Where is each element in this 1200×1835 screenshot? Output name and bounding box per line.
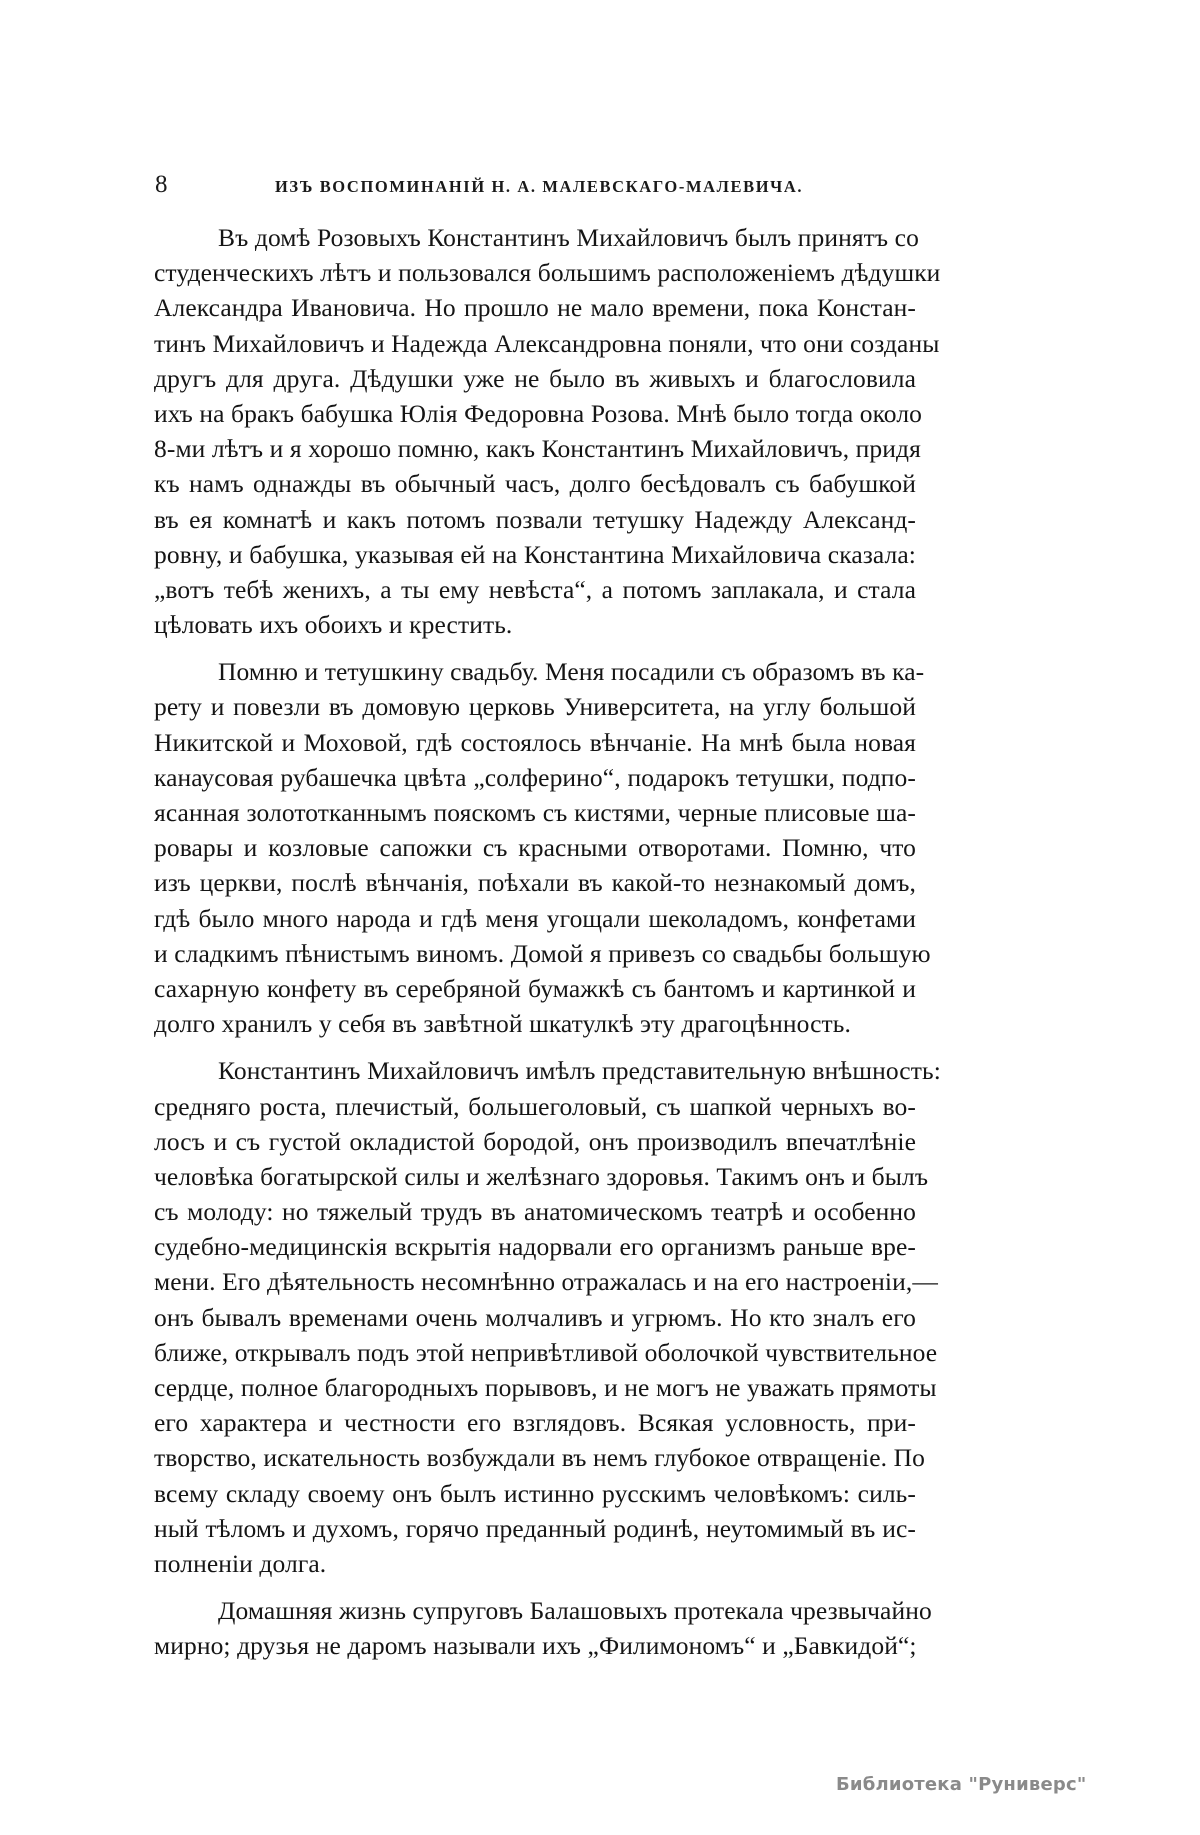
- text-line: ихъ на бракъ бабушка Юлія Федоровна Розова. Мнѣ было тогда около: [154, 398, 923, 428]
- text-line: рету и повезли въ домовую церковь Университета, на углу большой: [154, 692, 916, 722]
- text-line: ный тѣломъ и духомъ, горячо преданный родинѣ, неутомимый въ ис-: [154, 1513, 916, 1543]
- text-line: мени. Его дѣятельность несомнѣнно отражалась и на его настроеніи,—: [154, 1267, 938, 1297]
- text-line: Домашняя жизнь супруговъ Балашовыхъ протекала чрезвычайно: [218, 1596, 932, 1626]
- text-line: и сладкимъ пѣнистымъ виномъ. Домой я привезъ со свадьбы большую: [154, 938, 931, 968]
- text-line: его характера и честности его взглядовъ. Всякая условность, при-: [154, 1408, 916, 1438]
- text-line: средняго роста, плечистый, большеголовый, съ шапкой черныхъ во-: [154, 1091, 916, 1121]
- text-line: Александра Ивановича. Но прошло не мало времени, пока Констан-: [154, 293, 916, 323]
- text-line: Константинъ Михайловичъ имѣлъ представительную внѣшность:: [218, 1056, 941, 1086]
- text-line: ровну, и бабушка, указывая ей на Константина Михайловича сказала:: [154, 539, 916, 569]
- running-title: ИЗЪ ВОСПОМИНАНІЙ Н. А. МАЛЕВСКАГО-МАЛЕВИЧА.: [275, 177, 804, 196]
- text-line: изъ церкви, послѣ вѣнчанія, поѣхали въ какой-то незнакомый домъ,: [154, 868, 916, 898]
- text-line: всему складу своему онъ былъ истинно русскимъ человѣкомъ: силь-: [154, 1478, 916, 1508]
- text-line: мирно; друзья не даромъ называли ихъ „Филимономъ“ и „Бавкидой“;: [154, 1631, 917, 1661]
- text-line: въ ея комнатѣ и какъ потомъ позвали тетушку Надежду Александ-: [154, 504, 916, 534]
- paragraph: [154, 1593, 932, 1663]
- text-line: полненіи долга.: [154, 1548, 327, 1578]
- paragraph: [154, 1053, 941, 1581]
- text-line: сахарную конфету въ серебряной бумажкѣ съ бантомъ и картинкой и: [154, 973, 916, 1003]
- text-line: съ молоду: но тяжелый трудъ въ анатомическомъ театрѣ и особенно: [154, 1197, 916, 1227]
- paragraph: [154, 220, 941, 642]
- text-line: сердце, полное благородныхъ порывовъ, и не могъ не уважать прямоты: [154, 1373, 937, 1402]
- text-line: „вотъ тебѣ женихъ, а ты ему невѣста“, а потомъ заплакала, и стала: [154, 574, 916, 604]
- text-line: 8-ми лѣтъ и я хорошо помню, какъ Константинъ Михайловичъ, придя: [154, 434, 921, 464]
- text-line: цѣловать ихъ обоихъ и крестить.: [154, 610, 513, 640]
- text-line: человѣка богатырской силы и желѣзнаго здоровья. Такимъ онъ и былъ: [154, 1161, 929, 1191]
- text-line: студенческихъ лѣтъ и пользовался большимъ расположеніемъ дѣдушки: [154, 258, 941, 288]
- text-line: долго хранилъ у себя въ завѣтной шкатулкѣ эту драгоцѣнность.: [154, 1009, 851, 1039]
- text-line: тинъ Михайловичъ и Надежда Александровна поняли, что они созданы: [154, 328, 940, 358]
- text-line: ближе, открывалъ подъ этой непривѣтливой оболочкой чувствительное: [154, 1337, 938, 1367]
- paragraph-gap: [154, 1581, 916, 1593]
- text-line: Въ домѣ Розовыхъ Константинъ Михайловичъ былъ принятъ со: [218, 223, 919, 252]
- text-line: другъ для друга. Дѣдушки уже не было въ живыхъ и благословила: [154, 363, 916, 393]
- text-line: канаусовая рубашечка цвѣта „солферино“, подарокъ тетушки, подпо-: [154, 762, 916, 792]
- text-line: ясанная золототканнымъ пояскомъ съ кистями, черные плисовые ша-: [154, 798, 916, 827]
- text-line: ровары и козловые сапожки съ красными отворотами. Помню, что: [154, 833, 916, 863]
- page-header: [155, 170, 915, 200]
- text-line: Никитской и Моховой, гдѣ состоялось вѣнчаніе. На мнѣ была новая: [154, 727, 916, 757]
- text-line: лосъ и съ густой окладистой бородой, онъ производилъ впечатлѣніе: [154, 1126, 916, 1156]
- paragraph-gap: [154, 1041, 916, 1053]
- text-line: онъ бывалъ временами очень молчаливъ и угрюмъ. Но кто зналъ его: [154, 1302, 916, 1332]
- text-line: творство, искательность возбуждали въ немъ глубокое отвращеніе. По: [154, 1443, 925, 1473]
- page-number: 8: [155, 171, 168, 198]
- paragraph-container: [154, 220, 941, 1664]
- text-line: Помню и тетушкину свадьбу. Меня посадили съ образомъ въ ка-: [218, 657, 925, 687]
- text-line: судебно-медицинскія вскрытія надорвали его организмъ раньше вре-: [154, 1232, 916, 1262]
- text-line: гдѣ было много народа и гдѣ меня угощали шеколадомъ, конфетами: [154, 903, 916, 933]
- paragraph-gap: [154, 642, 916, 654]
- text-line: къ намъ однажды въ обычный часъ, долго бесѣдовалъ съ бабушкой: [154, 469, 916, 499]
- paragraph: [154, 654, 931, 1041]
- library-watermark: Библиотека "Руниверс": [836, 1774, 1087, 1795]
- body-text: [154, 220, 941, 1664]
